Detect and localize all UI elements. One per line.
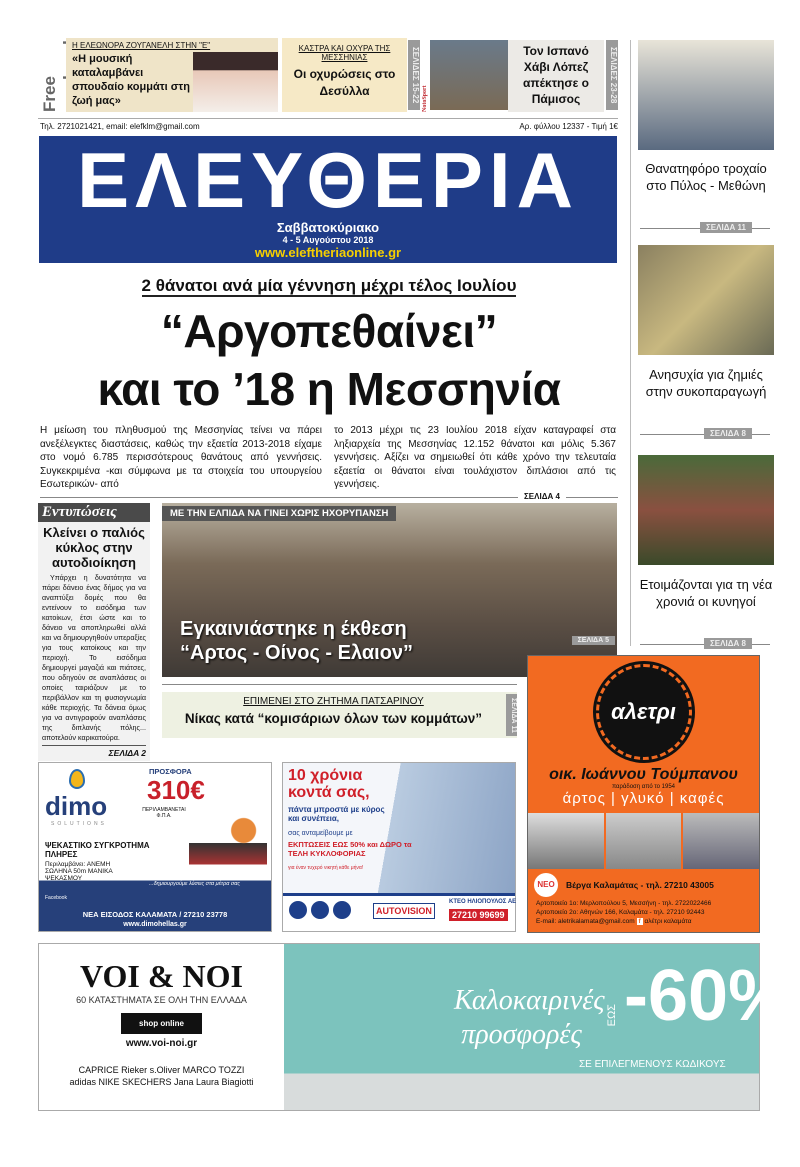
- ad-aletri[interactable]: [527, 655, 760, 933]
- nikas-kicker: ΕΠΙΜΕΝΕΙ ΣΤΟ ΖΗΤΗΜΑ ΠΑΤΣΑΡΙΝΟΥ: [243, 696, 424, 707]
- column-box: [38, 503, 150, 761]
- voinoi-banner: [284, 944, 793, 1110]
- nikas-page: ΣΕΛΙΔΑ 11: [506, 694, 517, 736]
- ad-voinoi[interactable]: [38, 943, 793, 1111]
- nikas-title: Νίκας κατά “κομισάριων όλων των κομμάτων”: [184, 711, 483, 726]
- teaser-zouganeli[interactable]: [66, 38, 278, 112]
- voinoi-brands-2: adidas NIKE SKECHERS Jana Laura Biagiotti: [69, 1077, 254, 1087]
- aletri-shop-1: Αρτοποιείο 1ο: Μερλοπούλου 5, Μεσσήνη - τηλ. 2722022466: [536, 900, 712, 907]
- sidebar-page-3[interactable]: ΣΕΛΙΔΑ 8: [704, 638, 752, 649]
- column-title[interactable]: Κλείνει ο παλιός κύκλος στην αυτοδιοίκηση: [43, 525, 145, 570]
- voinoi-brand: VOI & NOI: [80, 958, 243, 994]
- aletri-photos: [528, 813, 759, 869]
- voinoi-selected: ΣΕ ΕΠΙΛΕΓΜΕΝΟΥΣ ΚΩΔΙΚΟΥΣ: [579, 1059, 726, 1070]
- aletri-since: παράδοση από το 1954: [611, 784, 676, 790]
- lead-headline[interactable]: [40, 302, 618, 418]
- dimo-slogan: ...δημιουργούμε λύσεις στα μέτρα σας: [149, 881, 241, 887]
- aletri-new-badge: ΝΕΟ: [534, 873, 558, 897]
- notosport-logo: NotoSport: [422, 85, 428, 112]
- autovision-phone[interactable]: 27210 99699: [449, 909, 508, 921]
- dimo-sub: SOLUTIONS: [51, 821, 107, 827]
- voinoi-stores: 60 ΚΑΤΑΣΤΗΜΑΤΑ ΣΕ ΟΛΗ ΤΗΝ ΕΛΛΑΔΑ: [76, 995, 247, 1005]
- lead-col-1: Η μείωση του πληθυσμού της Μεσσηνίας τείνει να πάρει ανεξέλεγκτες διαστάσεις, καθώς την εξαετία 2013-2018 είχαμε στο νομό 6.785 περισσότερους θανάτους από γεννήσεις. Συγκεκριμένα -και σύμφωνα με τα στοιχεία του υπουργείου Εσωτερικών- από: [40, 425, 322, 490]
- masthead-url[interactable]: www.eleftheriaonline.gr: [254, 245, 402, 260]
- aletri-owner: οικ. Ιωάννου Τούμπανου: [549, 766, 738, 783]
- teaser-photo: [193, 52, 278, 112]
- sidebar-photo-figs: [638, 245, 774, 355]
- column-body: Υπάρχει η δυνατότητα να πάρει δάνειο ένας δήμος για να αναπτύξει δομές που θα εντείνουν το εισόδημα των κατοίκων, έτσι ώστε και το δάνειο να αποπληρωθεί αλλά και να δημιουργηθούν υπεραξίες για τους κατοίκους και την περιοχή. Το εισόδημα δημιουργεί μαγαζιά και πιάτσες, που οδηγούν σε αναπλάσεις οι οποίες ταιριάζουν με το περιβάλλον και τη φυσιογνωμία κάθε περιοχής. Τα δάνεια όμως για να αντιγραφούν αναπλάσεις της διπλανής πόλης... αποτελούν καρικατούρα.: [42, 573, 146, 742]
- teaser-title: «Η μουσική καταλαμβάνει σπουδαίο κομμάτι στη ζωή μας»: [72, 53, 190, 107]
- photo-title-2: “Αρτος - Οίνος - Ελαιον”: [180, 642, 414, 664]
- voinoi-upto: ΕΩΣ: [606, 1004, 618, 1027]
- teaser-kicker: Η ΕΛΕΩΝΟΡΑ ΖΟΥΓΑΝΕΛΗ ΣΤΗΝ "Ε": [72, 41, 211, 50]
- freeweekend-logo: Free: [40, 76, 59, 112]
- teaser-desylla[interactable]: [282, 38, 407, 112]
- masthead-date: 4 - 5 Αυγούστου 2018: [282, 235, 374, 245]
- headline-line-2: και το ’18 η Μεσσηνία: [97, 363, 561, 415]
- service-icons: [289, 901, 351, 919]
- dimo-price: 310€: [147, 775, 205, 805]
- sidebar-story-2[interactable]: Ανησυχία για ζημιές στην συκοπαραγωγή: [645, 367, 767, 399]
- divider: [162, 684, 517, 685]
- teaser-photo-lopez: [430, 40, 508, 110]
- photo-story[interactable]: [162, 503, 617, 677]
- masthead-edition: Σαββατοκύριακο: [276, 220, 380, 235]
- photo-title-1: Εγκαινιάστηκε η έκθεση: [180, 618, 407, 640]
- dimo-brand: dimo: [45, 791, 108, 821]
- autovision-title: 10 χρόνια κοντά σας,: [288, 767, 370, 801]
- voinoi-promo: Καλοκαιρινές προσφορές: [454, 985, 605, 1050]
- sidebar-page-1[interactable]: ΣΕΛΙΔΑ 11: [700, 222, 752, 233]
- lead-kicker: 2 θάνατοι ανά μία γέννηση μέχρι τέλος Ιουλίου: [141, 276, 517, 295]
- autovision-line-4: για έναν τυχερό νικητή κάθε μήνα!: [288, 865, 364, 871]
- aletri-products: άρτος | γλυκό | καφές: [562, 790, 725, 807]
- dimo-product-image: [189, 815, 267, 877]
- teaser-pages-label: ΣΕΛΙΔΕΣ 15-22: [408, 40, 420, 110]
- facebook-icon: f: [638, 918, 641, 925]
- divider: [38, 118, 618, 119]
- teaser-title: Οι οχυρώσεις στο Δεσύλλα: [293, 67, 396, 98]
- voinoi-shop-button[interactable]: shop online: [121, 1013, 202, 1034]
- column-label: Εντυπώσεις: [38, 503, 150, 522]
- teaser-kicker: ΚΑΣΤΡΑ ΚΑΙ ΟΧΥΡΑ ΤΗΣ ΜΕΣΣΗΝΙΑΣ: [298, 44, 391, 62]
- voinoi-url[interactable]: www.voi-noi.gr: [125, 1038, 198, 1049]
- dimo-drop-icon: [69, 769, 85, 789]
- sidebar-divider: [630, 40, 631, 646]
- aletri-logo: αλετρι: [596, 664, 692, 760]
- lead-page[interactable]: ΣΕΛΙΔΑ 4: [518, 492, 566, 501]
- dimo-address: ΝΕΑ ΕΙΣΟΔΟΣ ΚΑΛΑΜΑΤΑ / 27210 23778: [82, 910, 228, 919]
- sidebar-story-3[interactable]: Ετοιμάζονται για τη νέα χρονιά οι κυνηγοί: [639, 577, 773, 609]
- masthead-title: ΕΛΕΥΘΕΡΙΑ: [77, 136, 579, 224]
- sidebar-photo-accident: [638, 40, 774, 150]
- autovision-ktel: ΚΤΕΟ ΗΛΙΟΠΟΥΛΟΣ ΑΕ: [449, 899, 517, 905]
- autovision-line-1: πάντα μπροστά με κύρος και συνέπεια,: [288, 805, 385, 823]
- aletri-facebook[interactable]: αλέτρι καλαμάτα: [644, 918, 692, 925]
- teaser-pages-label: ΣΕΛΙΔΕΣ 23-28: [606, 40, 618, 110]
- headline-line-1: “Αργοπεθαίνει”: [160, 305, 498, 357]
- ad-dimo[interactable]: [38, 762, 272, 932]
- voinoi-discount: -60%: [624, 956, 793, 1036]
- dimo-url[interactable]: www.dimohellas.gr: [123, 921, 187, 928]
- voinoi-brands-1: CAPRICE Rieker s.Oliver MARCO TOZZI: [78, 1065, 245, 1075]
- aletri-shop-2: Αρτοποιείο 2ο: Αθηνών 166, Καλαμάτα - τηλ. 27210 92443: [536, 909, 705, 916]
- autovision-brand: AUTOVISION: [373, 903, 435, 919]
- sidebar-page-2[interactable]: ΣΕΛΙΔΑ 8: [704, 428, 752, 439]
- dimo-product: ΨΕΚΑΣΤΙΚΟ ΣΥΓΚΡΟΤΗΜΑ ΠΛΗΡΕΣ: [45, 841, 150, 859]
- masthead: [39, 136, 617, 263]
- contact-line: Τηλ. 2721021421, email: elefklm@gmail.com: [40, 122, 200, 131]
- sidebar-story-1[interactable]: Θανατηφόρο τροχαίο στο Πύλος - Μεθώνη: [645, 161, 767, 193]
- photo-page[interactable]: ΣΕΛΙΔΑ 5: [572, 636, 615, 645]
- autovision-line-2: σας ανταμείβουμε με: [288, 830, 353, 837]
- ad-autovision[interactable]: [282, 762, 516, 932]
- dimo-offer: ΠΡΟΣΦΟΡΑ: [149, 767, 192, 776]
- lead-col-2: το 2013 μέχρι τις 23 Ιουλίου 2018 είχαν καταγραφεί στα ληξιαρχεία της Μεσσηνίας 12.152 θάνατοι και μόλις 5.367 γεννήσεις. Αξίζει να σημειωθεί ότι κάθε χρόνο την τελευταία εξαετία οι θάνατοι είναι τουλάχιστον διπλάσιοι από τις γεννήσεις.: [334, 425, 616, 490]
- aletri-new-location: Βέργα Καλαμάτας - τηλ. 27210 43005: [566, 880, 714, 890]
- dimo-details: Περιλαμβάνει: ΑΝΕΜΗ ΣΩΛΗΝΑ 50m ΜΑΝΙΚΑ ΨΕΚΑΣΜΟΥ: [45, 861, 113, 882]
- dimo-facebook[interactable]: Facebook: [45, 895, 67, 901]
- column-page[interactable]: ΣΕΛΙΔΑ 2: [42, 745, 146, 758]
- teaser-lopez[interactable]: Τον Ισπανό Χάβι Λόπεζ απέκτησε ο Πάμισος: [508, 40, 604, 112]
- issue-price: Αρ. φύλλου 12337 - Τιμή 1€: [519, 122, 618, 131]
- dimo-vat: ΠΕΡΙΛΑΜΒΑΝΕΤΑΙ Φ.Π.Α.: [142, 807, 186, 819]
- autovision-line-3: ΕΚΠΤΩΣΕΙΣ ΕΩΣ 50% και ΔΩΡΟ τα ΤΕΛΗ ΚΥΚΛΟΦΟΡΙΑΣ: [288, 840, 412, 858]
- aletri-email[interactable]: E-mail: aletrikalamata@gmail.com: [536, 918, 635, 925]
- nikas-story[interactable]: [162, 692, 517, 738]
- sidebar-photo-hunter: [638, 455, 774, 565]
- photo-kicker: ΜΕ ΤΗΝ ΕΛΠΙΔΑ ΝΑ ΓΙΝΕΙ ΧΩΡΙΣ ΗΧΟΡΥΠΑΝΣΗ: [162, 506, 396, 521]
